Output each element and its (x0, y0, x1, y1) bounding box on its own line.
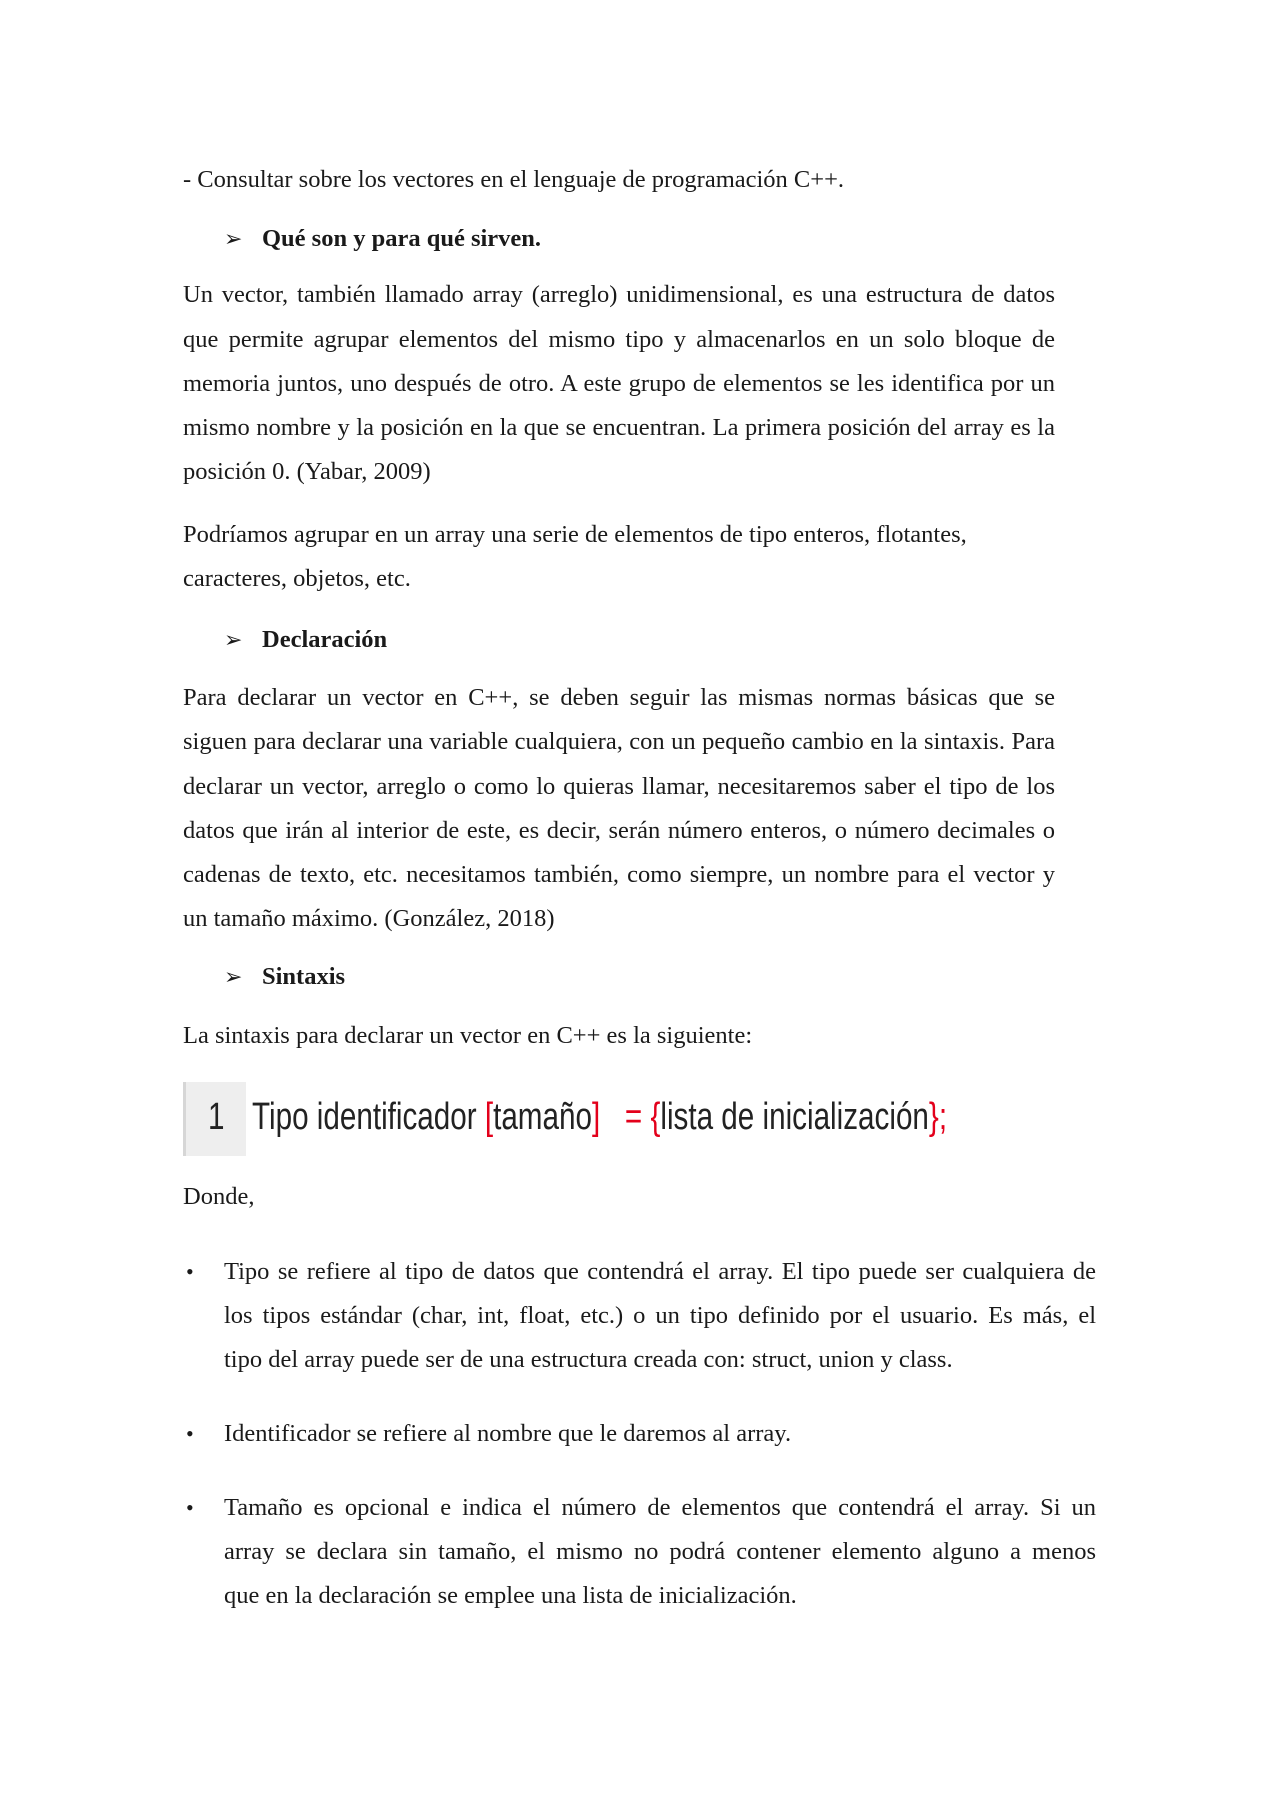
paragraph-line: Podríamos agrupar en un array una serie de elementos de tipo enteros, flotantes, (183, 521, 967, 548)
code-size: tamaño (493, 1096, 592, 1138)
donde-text: Donde, (183, 1183, 255, 1210)
code-bracket-open: [ (484, 1096, 494, 1138)
intro-text: - Consultar sobre los vectores en el lenguaje de programación C++. (183, 166, 845, 193)
bullet-line: Tamaño es opcional e indica el número de elementos que contendrá el array. Si un (224, 1494, 1096, 1521)
code-close: }; (928, 1096, 948, 1138)
arrow-bullet-icon: ➢ (224, 226, 243, 251)
paragraph-line: que permite agrupar elementos del mismo tipo y almacenarlos en un solo bloque de (183, 326, 1055, 353)
paragraph-line: memoria juntos, uno después de otro. A este grupo de elementos se les identifica por un (183, 370, 1055, 397)
paragraph-line: cadenas de texto, etc. necesitamos también, como siempre, un nombre para el vector y (183, 861, 1055, 888)
bullet-line: que en la declaración se emplee una lista de inicialización. (224, 1582, 797, 1609)
paragraph-line: posición 0. (Yabar, 2009) (183, 458, 431, 485)
heading-declaracion (224, 626, 387, 654)
code-bracket-close: ] (591, 1096, 601, 1138)
heading-sintaxis (224, 963, 345, 991)
heading-sintaxis-text: Sintaxis (262, 963, 346, 990)
paragraph-line: mismo nombre y la posición en la que se encuentran. La primera posición del array es la (183, 414, 1055, 441)
bullet-icon: • (186, 1495, 194, 1520)
code-line (252, 1092, 947, 1142)
arrow-bullet-icon: ➢ (224, 627, 243, 652)
code-init-list: lista de inicialización (660, 1096, 929, 1138)
bullet-line: Identificador se refiere al nombre que le daremos al array. (224, 1420, 792, 1447)
bullet-line: tipo del array puede ser de una estructura creada con: struct, union y class. (224, 1346, 953, 1373)
bullet-icon: • (186, 1259, 194, 1284)
code-line-number: 1 (208, 1096, 225, 1138)
paragraph-line: declarar un vector, arreglo o como lo quieras llamar, necesitaremos saber el tipo de los (183, 773, 1055, 800)
paragraph-line: siguen para declarar una variable cualquiera, con un pequeño cambio en la sintaxis. Para (183, 728, 1055, 755)
bullet-line: array se declara sin tamaño, el mismo no podrá contener elemento alguno a menos (224, 1538, 1096, 1565)
paragraph-line: Un vector, también llamado array (arreglo) unidimensional, es una estructura de datos (183, 281, 1055, 308)
bullet-icon: • (186, 1421, 194, 1446)
heading-que-son (224, 225, 541, 253)
paragraph-line: Para declarar un vector en C++, se deben seguir las mismas normas básicas que se (183, 684, 1055, 711)
code-spacer (600, 1096, 625, 1138)
bullet-line: los tipos estándar (char, int, float, etc.) o un tipo definido por el usuario. Es más, el (224, 1302, 1096, 1329)
sintaxis-intro: La sintaxis para declarar un vector en C++ es la siguiente: (183, 1022, 753, 1049)
code-block (183, 1082, 1146, 1156)
paragraph-line: datos que irán al interior de este, es decir, serán número enteros, o número decimales o (183, 817, 1055, 844)
bullet-line: Tipo se refiere al tipo de datos que contendrá el array. El tipo puede ser cualquiera de (224, 1258, 1096, 1285)
code-equals-brace: = { (624, 1096, 661, 1138)
paragraph-line: un tamaño máximo. (González, 2018) (183, 905, 555, 932)
arrow-bullet-icon: ➢ (224, 964, 243, 989)
heading-declaracion-text: Declaración (262, 626, 388, 653)
heading-que-son-text: Qué son y para qué sirven. (262, 225, 542, 252)
code-type-identifier: Tipo identificador (252, 1096, 485, 1138)
paragraph-line: caracteres, objetos, etc. (183, 565, 411, 592)
